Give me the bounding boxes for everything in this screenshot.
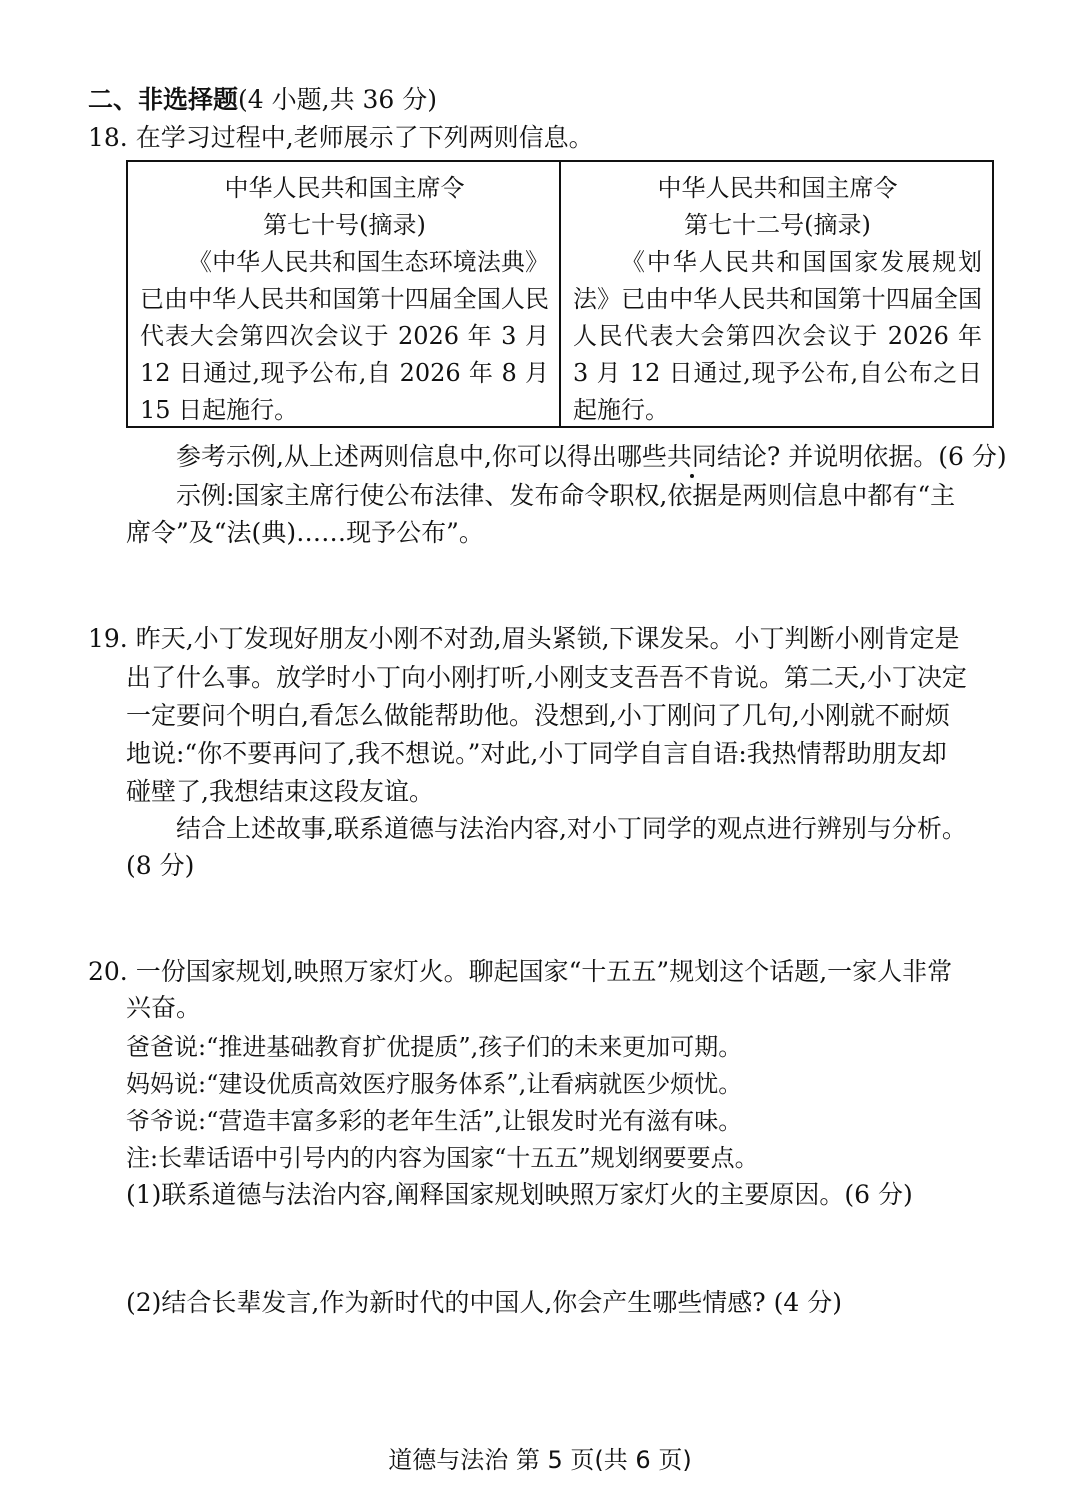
q18-question-emphasis: 共同: [667, 440, 717, 474]
q19-line-4: 地说:“你不要再问了,我不想说。”对此,小丁同学自言自语:我热情帮助朋友却: [126, 739, 947, 768]
q18-right-title: 中华人民共和国主席令: [657, 174, 898, 202]
q20-subquestion-1: (1)联系道德与法治内容,阐释国家规划映照万家灯火的主要原因。(6 分): [126, 1180, 913, 1209]
q18-example-line-2: 席令”及“法(典)……现予公布”。: [126, 518, 484, 547]
q19-line-3: 一定要问个明白,看怎么做能帮助他。没想到,小丁刚问了几句,小刚就不耐烦: [126, 701, 950, 730]
q20-grandpa-quote: 爷爷说:“营造丰富多彩的老年生活”,让银发时光有滋有味。: [126, 1107, 743, 1135]
q20-dad-quote: 爸爸说:“推进基础教育扩优提质”,孩子们的未来更加可期。: [126, 1033, 743, 1061]
q18-left-number: 第七十号(摘录): [263, 211, 426, 239]
q20-subquestion-2: (2)结合长辈发言,作为新时代的中国人,你会产生哪些情感? (4 分): [126, 1288, 843, 1317]
q19-line-5: 碰壁了,我想结束这段友谊。: [126, 777, 434, 806]
q18-info-right: [559, 162, 992, 426]
q20-stem-line-2: 兴奋。: [126, 993, 202, 1022]
q18-left-body: 《中华人民共和国生态环境法典》已由中华人民共和国第十四届全国人民代表大会第四次会议于 2026 年 3 月 12 日通过,现予公布,自 2026 年 8 月 15 日起施行。: [140, 248, 549, 424]
section-score-note: (4 小题,共 36 分): [238, 85, 438, 114]
q18-question-part-b: 结论? 并说明依据。(6 分): [716, 442, 1007, 471]
q19-line-2: 出了什么事。放学时小丁向小刚打听,小刚支支吾吾不肯说。第二天,小丁决定: [126, 663, 967, 692]
section-title: 二、非选择题: [88, 85, 239, 114]
q18-info-left: [128, 162, 559, 426]
q18-right-body: 《中华人民共和国国家发展规划法》已由中华人民共和国第十四届全国人民代表大会第四次会议于 2026 年 3 月 12 日通过,现予公布,自公布之日起施行。: [573, 248, 982, 424]
q20-stem-line-1: 20. 一份国家规划,映照万家灯火。聊起国家“十五五”规划这个话题,一家人非常: [88, 957, 953, 986]
q20-note: 注:长辈话语中引号内的内容为国家“十五五”规划纲要要点。: [126, 1144, 759, 1172]
q19-task-line-1: 结合上述故事,联系道德与法治内容,对小丁同学的观点进行辨别与分析。: [176, 814, 967, 843]
q20-mom-quote: 妈妈说:“建设优质高效医疗服务体系”,让看病就医少烦忧。: [126, 1070, 743, 1098]
q18-question: [176, 440, 1007, 474]
section-heading: [88, 83, 437, 117]
page-footer: 道德与法治 第 5 页(共 6 页): [388, 1446, 692, 1474]
q18-example-line-1: 示例:国家主席行使公布法律、发布命令职权,依据是两则信息中都有“主: [176, 481, 956, 510]
q19-line-1: 19. 昨天,小丁发现好朋友小刚不对劲,眉头紧锁,下课发呆。小丁判断小刚肯定是: [88, 624, 960, 653]
q18-stem: 18. 在学习过程中,老师展示了下列两则信息。: [88, 123, 594, 152]
q18-right-number: 第七十二号(摘录): [684, 211, 871, 239]
q18-left-title: 中华人民共和国主席令: [224, 174, 465, 202]
q19-task-line-2: (8 分): [126, 851, 195, 880]
q18-question-part-a: 参考示例,从上述两则信息中,你可以得出哪些: [176, 442, 667, 471]
q18-info-table: [126, 160, 994, 428]
